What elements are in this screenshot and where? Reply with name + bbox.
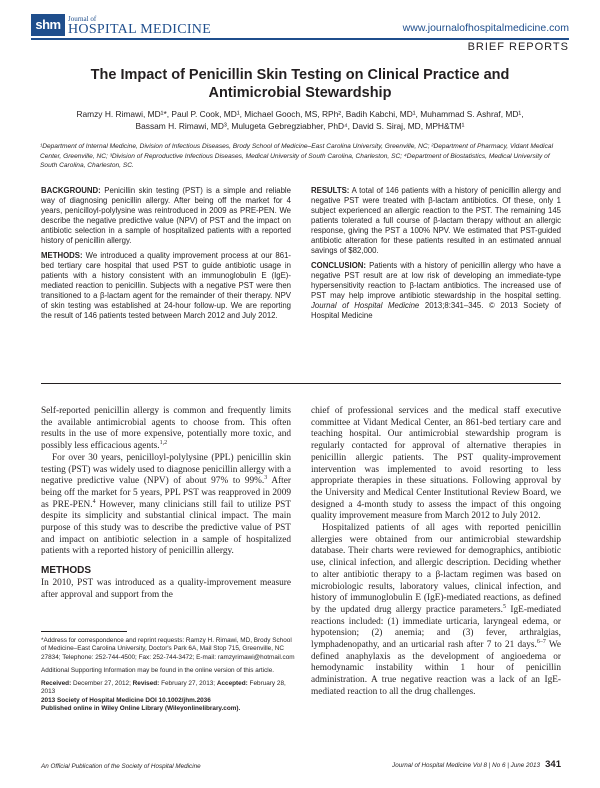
article-title <box>60 66 540 102</box>
methods-paragraph-1: In 2010, PST was introduced as a quality-improvement measure after approval and support from the <box>41 577 291 600</box>
section-label: BRIEF REPORTS <box>467 41 569 53</box>
copyright-line: 2013 Society of Hospital Medicine DOI 10.1002/jhm.2036 <box>41 696 211 704</box>
header-rule <box>31 38 569 40</box>
footnotes <box>41 637 296 718</box>
revised-date: February 27, 2013; <box>159 680 217 688</box>
methods-p2-text-b: IgE-mediated reactions included: (1) immediate urticaria, laryngeal edema, or hypotension; (2) anemia; and (3) fever, arthralgias, lymphadenopathy, and an urticarial rash after 7 to 21 days. <box>311 604 562 651</box>
methods-label: METHODS: <box>41 251 83 260</box>
background-text: Penicillin skin testing (PST) is a simple and reliable way of diagnosing penicillin allergy. After being off the market for 4 years, penicilloyl-polylysine was reintroduced in 2009 as PRE-PEN. We describe the negative predictive value (NPV) of PST and the impact on antibiotic selection in a sample of hospitalized patients with a reported history of penicillin allergy. <box>41 186 291 245</box>
received-label: Received: <box>41 680 72 688</box>
citation-journal: Journal of Hospital Medicine <box>311 301 420 310</box>
published-online-line: Published online in Wiley Online Library (Wileyonlinelibrary.com). <box>41 705 241 713</box>
abstract-rule <box>41 383 561 384</box>
ref-3[interactable]: 3 <box>264 475 268 482</box>
conclusion-text: Patients with a history of penicillin allergy who have a negative PST result are at low risk of developing an immediate-type hypersensitivity reaction to β-lactam antibiotics. The increased use of PST may help improve antibiotic stewardship in the hospital setting. <box>311 261 561 300</box>
ref-5[interactable]: 5 <box>502 603 506 610</box>
logo-journal-name: HOSPITAL MEDICINE <box>68 21 212 37</box>
abstract-background <box>41 186 291 246</box>
footer-publication: An Official Publication of the Society of Hospital Medicine <box>41 763 201 770</box>
revised-label: Revised: <box>132 680 160 688</box>
title-line-2: Antimicrobial Stewardship <box>208 85 392 101</box>
authors-line-2: Bassam H. Rimawi, MD³, Mulugeta Gebregziabher, PhD⁴, David S. Siraj, MD, MPH&TM¹ <box>135 121 465 131</box>
journal-logo <box>31 14 211 38</box>
citation-details: 2013;8:341–345. © 2013 Society of Hospital Medicine <box>311 301 561 320</box>
intro-p1-text: Self-reported penicillin allergy is common and frequently limits the available antimicrobial agents to choose from. This often results in the use of more expensive, potentially more toxic, and possibly less efficacious agents. <box>41 406 291 452</box>
affiliations: ¹Department of Internal Medicine, Division of Infectious Diseases, Brody School of Medicine–East Carolina University, Greenville, NC; ²Department of Pharmacy, Vidant Medical Center, Greenville, NC; ³Division of Reproductive Infectious Diseases, Medical University of South Carolina, Charleston, SC; ⁴Department of Biostatistics, Medical University of South Carolina, Charleston, SC. <box>40 143 554 169</box>
abstract-left-column <box>41 186 291 326</box>
methods-paragraph-1-cont: chief of professional services and the medical staff executive committee at Vidant Medical Center, an 861-bed tertiary care and teaching hospital. Our antimicrobial stewardship program is regularly contacted for approval of alternative therapies in penicillin allergic patients. The PST quality-improvement intervention was implemented to avoid resorting to less appropriate therapies in these situations. Following approval by the University and Medical Center Institutional Review Board, we designed a 4-month study to assess the impact of this ongoing quality improvement measure from March 2012 to July 2012. <box>311 406 561 522</box>
authors-line-1: Ramzy H. Rimawi, MD¹*, Paul P. Cook, MD¹, Michael Gooch, MS, RPh², Badih Kabchi, MD¹, Muhammad S. Ashraf, MD¹, <box>76 109 524 119</box>
footnote-rule <box>41 631 127 632</box>
accepted-label: Accepted: <box>216 680 248 688</box>
intro-p2-text-c: However, many clinicians still fail to utilize PST despite its simplicity and substantial clinical impact. The main purpose of this study was to describe the predictive value of PST and impact on antibiotic selection in a sample of hospitalized patients with a reported history of penicillin allergy. <box>41 499 291 557</box>
intro-p2-text-b: After being off the market for 5 years, PPL PST was reapproved in 2009 as PRE-PEN. <box>41 476 291 510</box>
received-date: December 27, 2012; <box>71 680 133 688</box>
logo-journal-label: Journal of <box>68 14 97 23</box>
methods-p2-text-a: Hospitalized patients of all ages with reported penicillin allergies were obtained from our antimicrobial stewardship database. Their charts were reviewed for demographics, antibiotic use, clinical infection, and allergic description. Deciding whether to alter antibiotic therapy to a β-lactam regimen was based on microbiologic results, laboratory values, clinical infection, and history of immunoglobulin E (IgE)-mediated reactions, as defined by the updated drug allergy practice parameters. <box>311 523 561 615</box>
abstract-results <box>311 186 561 256</box>
abstract-conclusion <box>311 261 561 321</box>
footer-journal-issue: Journal of Hospital Medicine Vol 8 | No 6 | June 2013 <box>392 762 540 769</box>
methods-paragraph-2 <box>311 523 561 699</box>
logo-text <box>68 14 211 38</box>
shm-logo-mark: shm <box>31 14 65 36</box>
body-left-column <box>41 406 291 601</box>
author-list <box>50 108 550 132</box>
ref-1-2[interactable]: 1,2 <box>159 440 168 447</box>
ref-6-7[interactable]: 6–7 <box>536 638 546 645</box>
conclusion-label: CONCLUSION: <box>311 261 367 270</box>
supporting-info-note: Additional Supporting Information may be found in the online version of this article. <box>41 666 275 674</box>
intro-p2-text-a: For over 30 years, penicilloyl-polylysine (PPL) penicillin skin testing (PST) was widely used to diagnose penicillin allergy with a negative predictive value (NPV) of about 97% to 99%. <box>41 452 291 487</box>
body-right-column <box>311 406 561 699</box>
background-label: BACKGROUND: <box>41 186 101 195</box>
abstract-right-column <box>311 186 561 326</box>
journal-url[interactable]: www.journalofhospitalmedicine.com <box>402 22 569 34</box>
intro-paragraph-1 <box>41 406 291 453</box>
methods-heading: METHODS <box>41 565 91 577</box>
ref-4[interactable]: 4 <box>92 498 96 505</box>
accepted-date: February 28, 2013 <box>41 680 286 696</box>
methods-p2-text-c: We defined anaphylaxis as the development of angioedema or hemodynamic instability within 1 hour of penicillin administration. A true negative reaction was a lack of an IgE-mediated reaction to all the drug challenges. <box>311 640 561 697</box>
results-text: A total of 146 patients with a history of penicillin allergy and negative PST were treated with β-lactam antibiotics. Of these, only 1 subject experienced an allergic reaction to the PST. The remaining 145 patients tolerated a full course of β-lactam therapy without an allergic response, giving the PST a 100% NPV. We estimated that PST-guided antibiotic alteration for these patients resulted in an estimated annual savings of $82,000. <box>311 186 561 255</box>
intro-paragraph-2 <box>41 453 291 558</box>
correspondence-note: *Address for correspondence and reprint requests: Ramzy H. Rimawi, MD, Brody School of Medicine–East Carolina University, Doctor's Park 6A, Mail Stop 715, Greenville, NC 27834; Telephone: 252-744-4500; Fax: 252-744-3472; E-mail: ramzyrimawi@hotmail.com <box>41 637 295 661</box>
page-number: 341 <box>545 759 561 770</box>
methods-text: We introduced a quality improvement process at our 861-bed tertiary care hospital that used PST to guide antibiotic usage in patients with a history consistent with an immunoglobulin E (IgE)-mediated reaction to penicillin. Subjects with a negative PST were then transitioned to a β-lactam agent for the remainder of their therapy. NPV of skin testing was established at 24-hour follow-up. We are reporting the result of 146 patients tested between March 2012 and July 2012. <box>41 251 291 320</box>
dates-note <box>41 680 296 713</box>
title-line-1: The Impact of Penicillin Skin Testing on Clinical Practice and <box>90 67 510 83</box>
abstract-methods <box>41 251 291 321</box>
results-label: RESULTS: <box>311 186 350 195</box>
